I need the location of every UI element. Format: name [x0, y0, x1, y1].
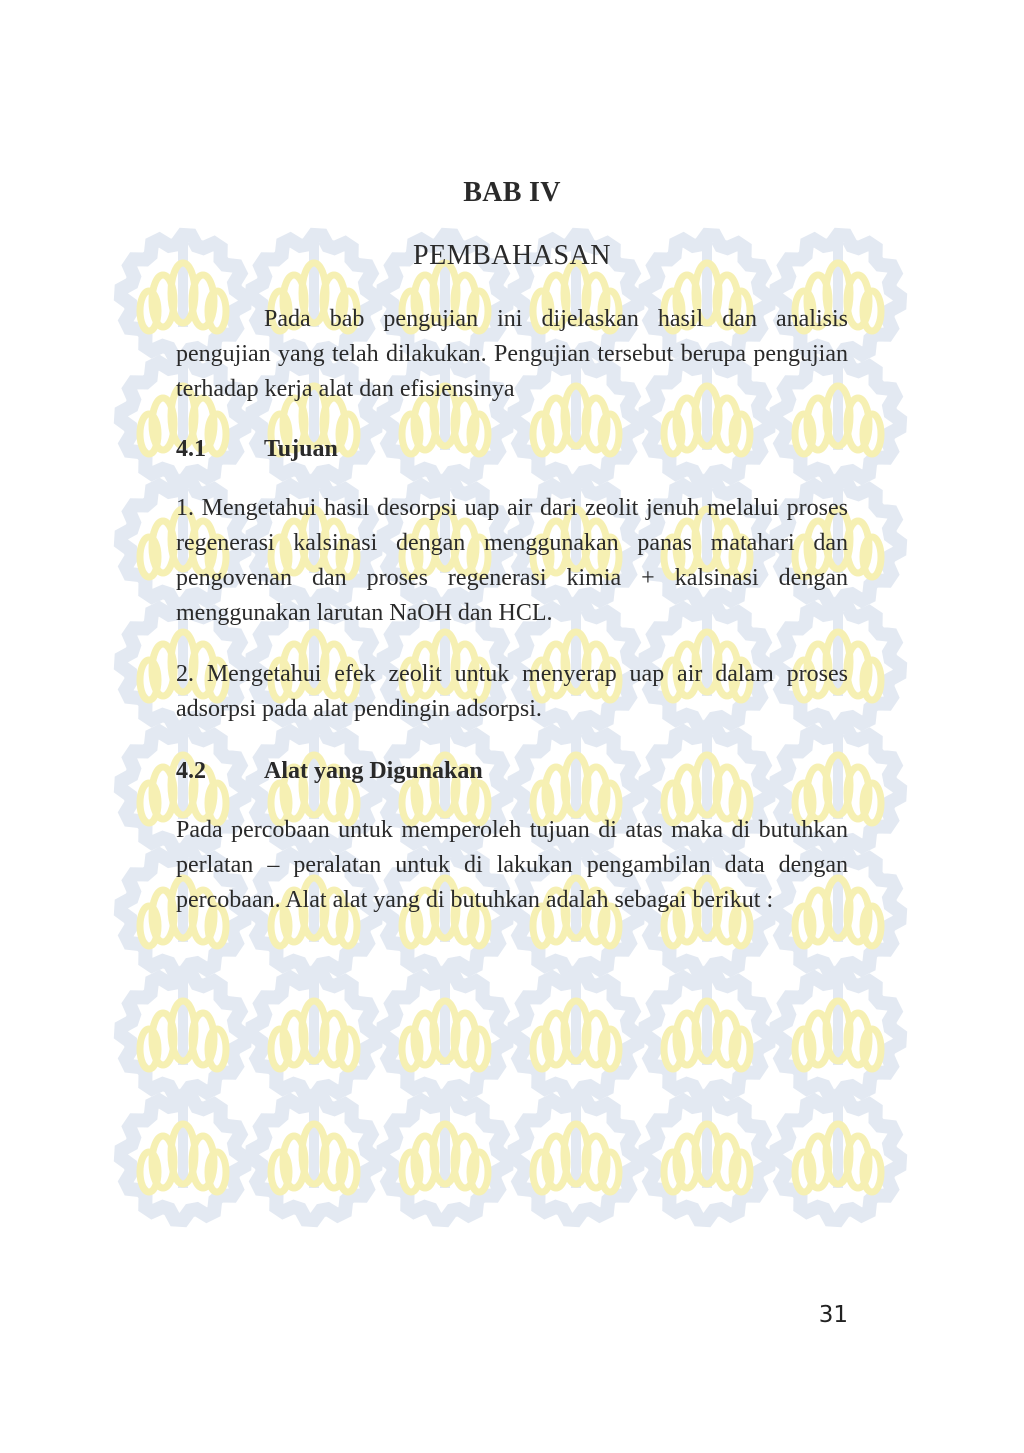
- intro-paragraph: Pada bab pengujian ini dijelaskan hasil dan analisis pengujian yang telah dilakukan. Pengujian tersebut berupa pengujian terhadap kerja alat dan efisiensinya: [176, 306, 848, 402]
- tujuan-item-2: 2. Mengetahui efek zeolit untuk menyerap uap air dalam proses adsorpsi pada alat pendingin adsorpsi.: [176, 661, 848, 722]
- section-heading-alat: [176, 754, 848, 788]
- section-heading-tujuan: [176, 432, 848, 466]
- section-title: Alat yang Digunakan: [264, 758, 483, 784]
- chapter-title: PEMBAHASAN: [413, 240, 611, 271]
- chapter-label: BAB IV: [463, 177, 561, 208]
- section-number: 4.1: [176, 436, 206, 462]
- tujuan-item-1: 1. Mengetahui hasil desorpsi uap air dari zeolit jenuh melalui proses regenerasi kalsinasi dengan menggunakan panas matahari dan pengovenan dan proses regenerasi kimia + kalsinasi dengan menggunakan larutan NaOH dan HCL.: [176, 495, 848, 626]
- alat-paragraph: Pada percobaan untuk memperoleh tujuan di atas maka di butuhkan perlatan – peralatan untuk di lakukan pengambilan data dengan percobaan. Alat alat yang di butuhkan adalah sebagai berikut :: [176, 817, 848, 913]
- page-number: 31: [818, 1302, 848, 1328]
- section-title: Tujuan: [264, 436, 338, 462]
- section-number: 4.2: [176, 758, 206, 784]
